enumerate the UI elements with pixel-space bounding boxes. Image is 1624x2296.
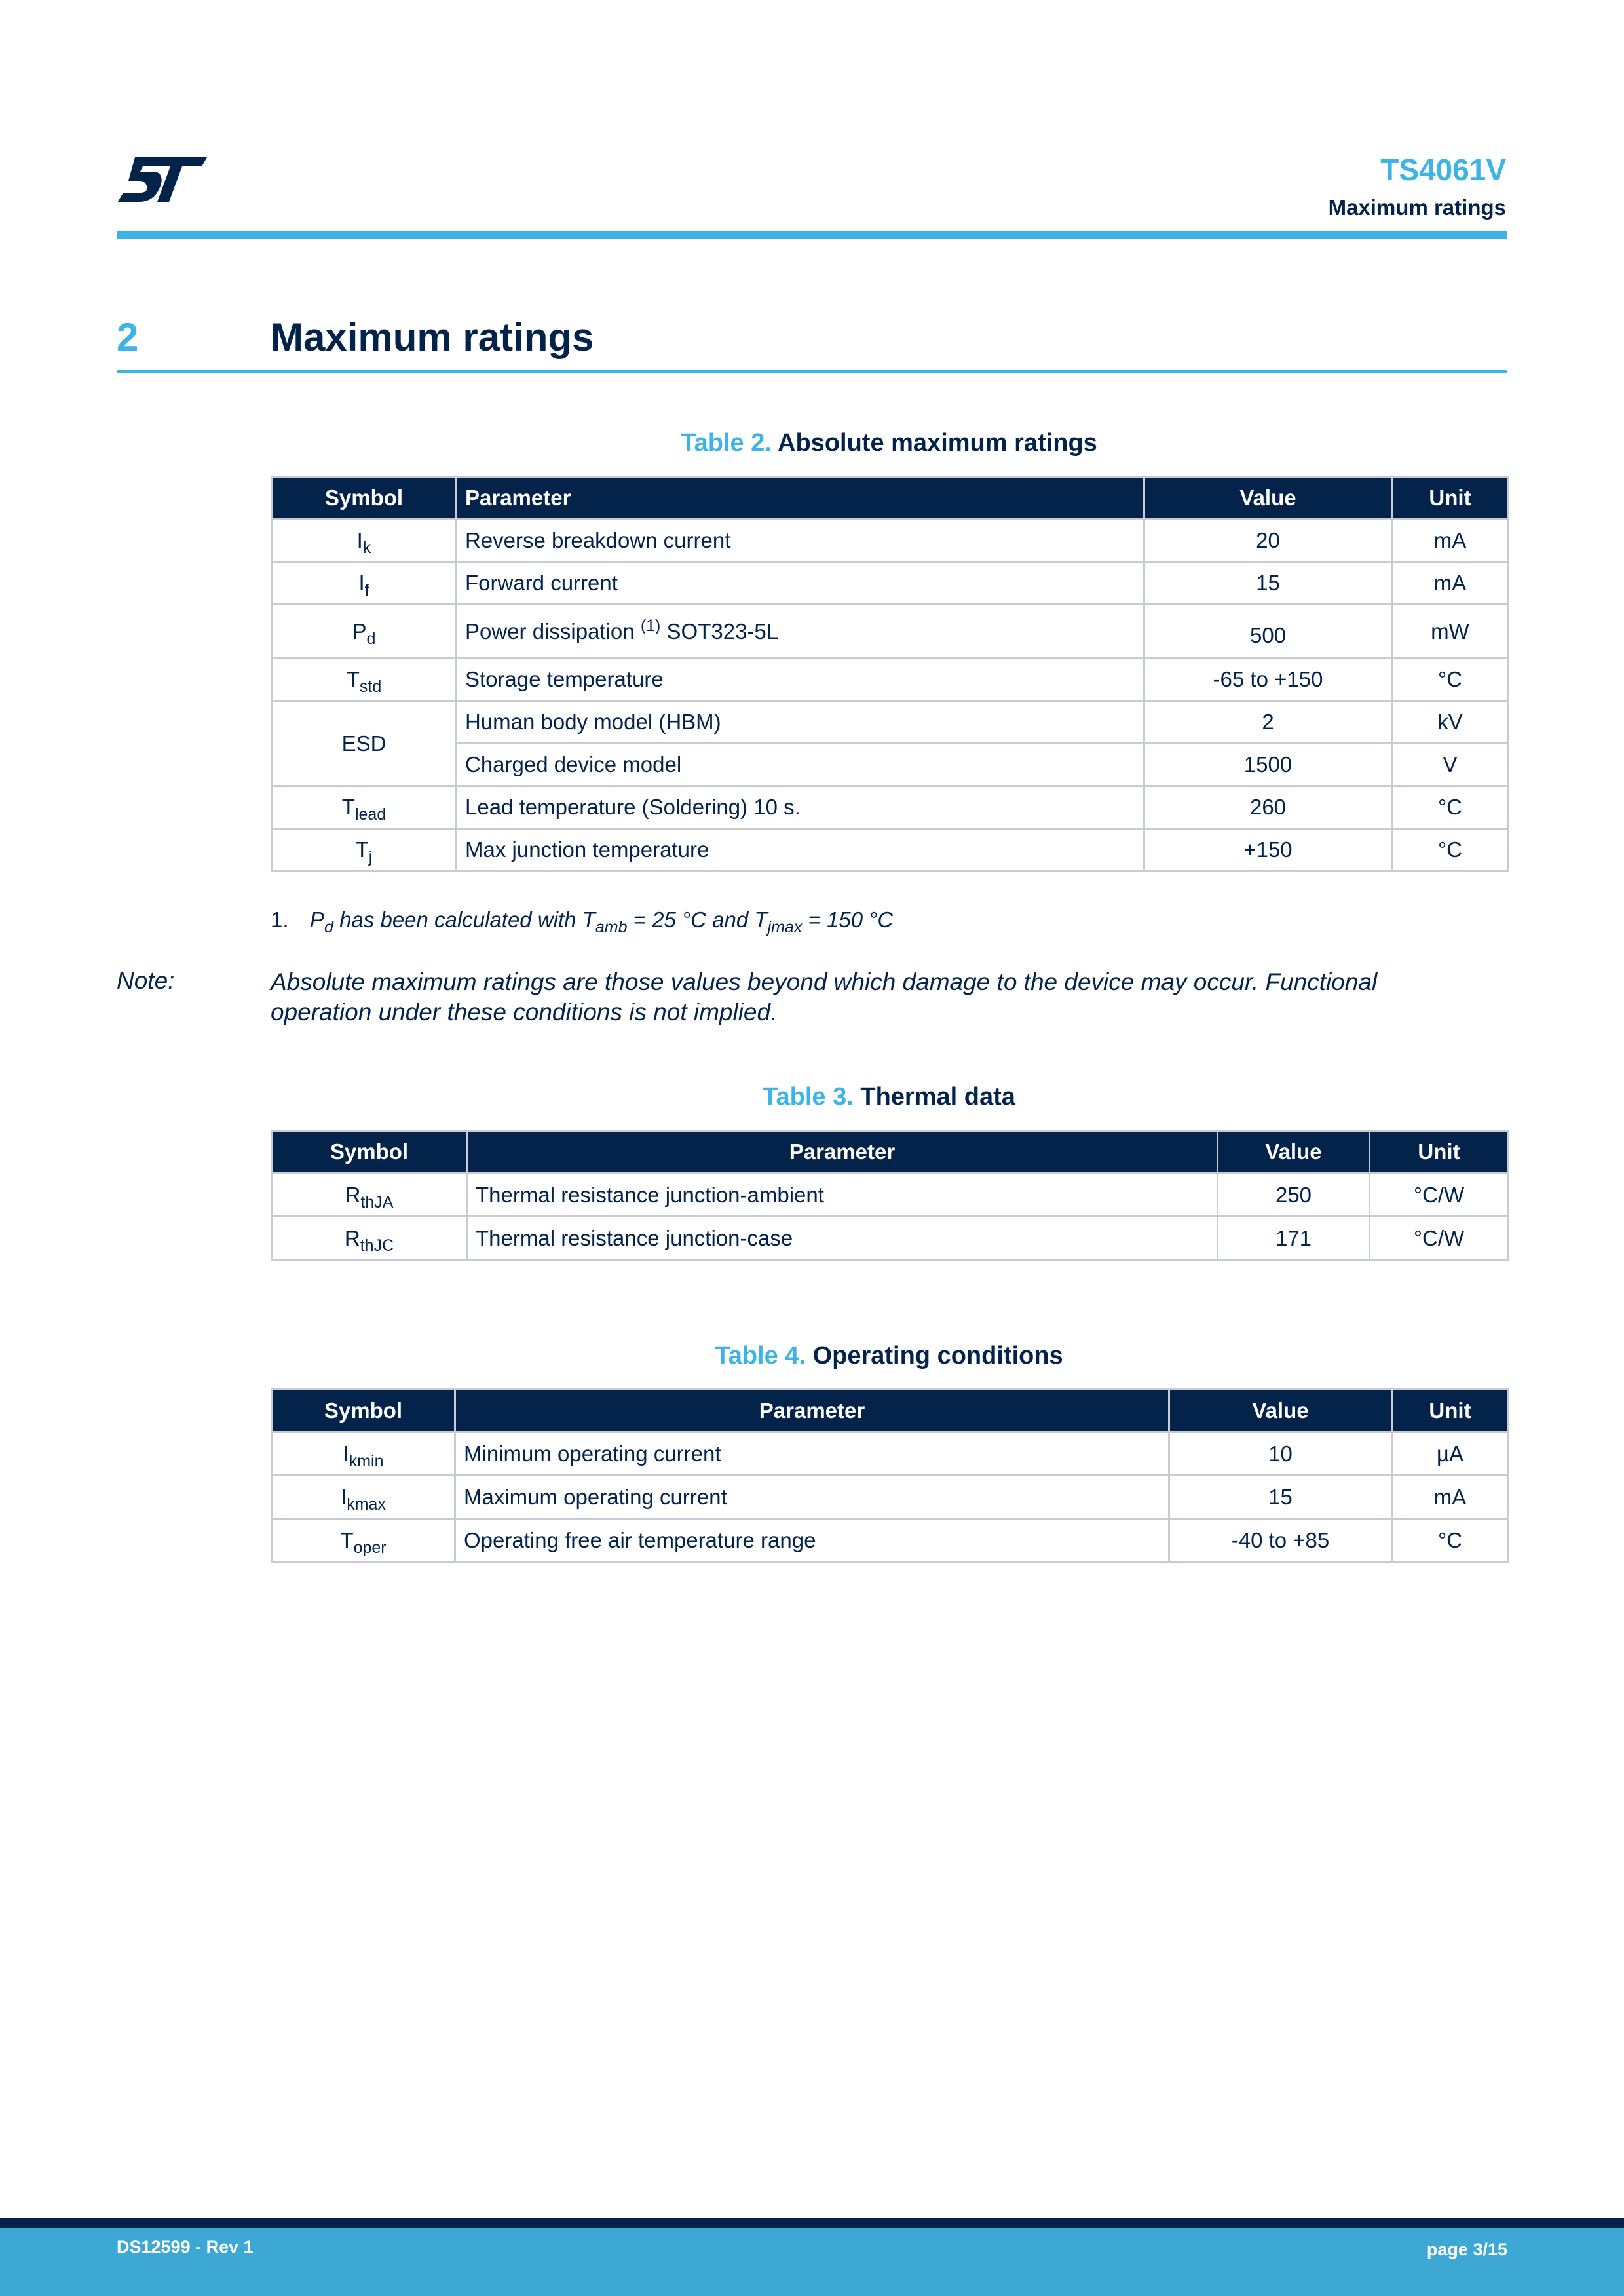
table-row xyxy=(272,659,1509,701)
col-unit: Unit xyxy=(1370,1131,1509,1174)
unit-cell: mA xyxy=(1392,520,1509,562)
unit-cell: mA xyxy=(1392,1476,1509,1519)
table-row xyxy=(272,1519,1509,1562)
document-title: TS4061V xyxy=(1380,153,1506,187)
value-cell: -65 to +150 xyxy=(1144,659,1392,701)
value-cell: 2 xyxy=(1144,701,1392,744)
unit-cell: °C xyxy=(1392,659,1509,701)
footnote-ref: (1) xyxy=(640,616,661,635)
parameter-cell: Power dissipation $^{(1)}$ SOT323-5L xyxy=(457,605,1144,659)
footer-divider xyxy=(0,2218,1624,2228)
table2-footnote: 1. $P_d$ has been calculated with $T_{amb} = 25$ °C and $T_{jmax} = 150$ °C xyxy=(271,908,894,936)
value-cell: 250 xyxy=(1218,1174,1370,1217)
parameter-cell: Human body model (HBM) xyxy=(457,701,1144,744)
unit-cell: mW xyxy=(1392,605,1509,659)
col-value: Value xyxy=(1169,1390,1392,1432)
parameter-cell: Maximum operating current xyxy=(455,1476,1169,1519)
symbol-cell: $I_{kmin}$ xyxy=(272,1432,455,1476)
col-unit: Unit xyxy=(1392,477,1509,520)
table3-caption xyxy=(271,1083,1507,1111)
unit-cell: °C xyxy=(1392,829,1509,871)
col-value: Value xyxy=(1144,477,1392,520)
section-divider xyxy=(117,370,1507,373)
parameter-cell: Reverse breakdown current xyxy=(457,520,1144,562)
unit-cell: °C/W xyxy=(1370,1217,1509,1260)
parameter-cell: Lead temperature (Soldering) 10 s. xyxy=(457,786,1144,829)
unit-cell: °C xyxy=(1392,1519,1509,1562)
section-title: Maximum ratings xyxy=(271,315,594,359)
table2-label: Table 2. xyxy=(681,429,772,457)
table-row xyxy=(272,744,1509,786)
header-divider xyxy=(117,231,1507,239)
table-header-row xyxy=(272,1390,1509,1432)
col-parameter: Parameter xyxy=(455,1390,1169,1432)
col-parameter: Parameter xyxy=(457,477,1144,520)
table-row xyxy=(272,786,1509,829)
symbol-cell: $T_{oper}$ xyxy=(272,1519,455,1562)
col-unit: Unit xyxy=(1392,1390,1509,1432)
parameter-cell: Thermal resistance junction-ambient xyxy=(467,1174,1218,1217)
unit-cell: V xyxy=(1392,744,1509,786)
value-cell: 20 xyxy=(1144,520,1392,562)
unit-cell: °C/W xyxy=(1370,1174,1509,1217)
table-row xyxy=(272,1476,1509,1519)
table-row xyxy=(272,1174,1509,1217)
col-symbol: Symbol xyxy=(272,477,457,520)
unit-cell: °C xyxy=(1392,786,1509,829)
value-cell: -40 to +85 xyxy=(1169,1519,1392,1562)
parameter-cell: Storage temperature xyxy=(457,659,1144,701)
table-row xyxy=(272,605,1509,659)
parameter-cell: Operating free air temperature range xyxy=(455,1519,1169,1562)
unit-cell: kV xyxy=(1392,701,1509,744)
st-logo xyxy=(117,155,208,207)
symbol-cell: ESD xyxy=(272,701,457,786)
value-cell: 15 xyxy=(1144,562,1392,605)
value-cell: 1500 xyxy=(1144,744,1392,786)
footer-document-id: DS12599 - Rev 1 xyxy=(117,2237,254,2257)
table-row xyxy=(272,701,1509,744)
symbol-cell: $I_k$ xyxy=(272,520,457,562)
thermal-data-table xyxy=(271,1130,1509,1261)
symbol-cell: $I_f$ xyxy=(272,562,457,605)
table2-caption xyxy=(271,429,1507,457)
note-text: Absolute maximum ratings are those values beyond which damage to the device may occur. Functional operation under these conditions is not implied. xyxy=(271,968,1378,1025)
parameter-cell: Thermal resistance junction-case xyxy=(467,1217,1218,1260)
table-row xyxy=(272,1432,1509,1476)
value-cell: 260 xyxy=(1144,786,1392,829)
operating-conditions-table xyxy=(271,1388,1509,1563)
table-row xyxy=(272,562,1509,605)
value-cell: 15 xyxy=(1169,1476,1392,1519)
symbol-cell: $R_{thJA}$ xyxy=(272,1174,467,1217)
col-parameter: Parameter xyxy=(467,1131,1218,1174)
section-number: 2 xyxy=(117,315,139,359)
parameter-cell: Max junction temperature xyxy=(457,829,1144,871)
table-row xyxy=(272,1217,1509,1260)
symbol-cell: $T_{lead}$ xyxy=(272,786,457,829)
symbol-cell: $I_{kmax}$ xyxy=(272,1476,455,1519)
col-symbol: Symbol xyxy=(272,1131,467,1174)
table4-title: Operating conditions xyxy=(812,1342,1063,1369)
note-label: Note: xyxy=(117,967,175,994)
value-cell: 500 xyxy=(1144,605,1392,659)
table2-title: Absolute maximum ratings xyxy=(778,429,1097,457)
parameter-cell: Charged device model xyxy=(457,744,1144,786)
table3-label: Table 3. xyxy=(763,1083,854,1111)
symbol-cell: $T_{std}$ xyxy=(272,659,457,701)
table-row xyxy=(272,520,1509,562)
unit-cell: µA xyxy=(1392,1432,1509,1476)
value-cell: 171 xyxy=(1218,1217,1370,1260)
parameter-cell: Forward current xyxy=(457,562,1144,605)
table-header-row xyxy=(272,477,1509,520)
absolute-max-ratings-table xyxy=(271,476,1509,872)
symbol-cell: $T_j$ xyxy=(272,829,457,871)
table4-label: Table 4. xyxy=(715,1342,806,1369)
table-row xyxy=(272,829,1509,871)
col-value: Value xyxy=(1218,1131,1370,1174)
symbol-cell: $R_{thJC}$ xyxy=(272,1217,467,1260)
value-cell: 10 xyxy=(1169,1432,1392,1476)
table4-caption xyxy=(271,1342,1507,1370)
value-cell: +150 xyxy=(1144,829,1392,871)
symbol-cell: $P_d$ xyxy=(272,605,457,659)
footer-page-number: page 3/15 xyxy=(1426,2240,1507,2259)
table3-title: Thermal data xyxy=(860,1083,1015,1111)
col-symbol: Symbol xyxy=(272,1390,455,1432)
unit-cell: mA xyxy=(1392,562,1509,605)
parameter-cell: Minimum operating current xyxy=(455,1432,1169,1476)
header-section-name: Maximum ratings xyxy=(1328,195,1506,220)
table-header-row xyxy=(272,1131,1509,1174)
